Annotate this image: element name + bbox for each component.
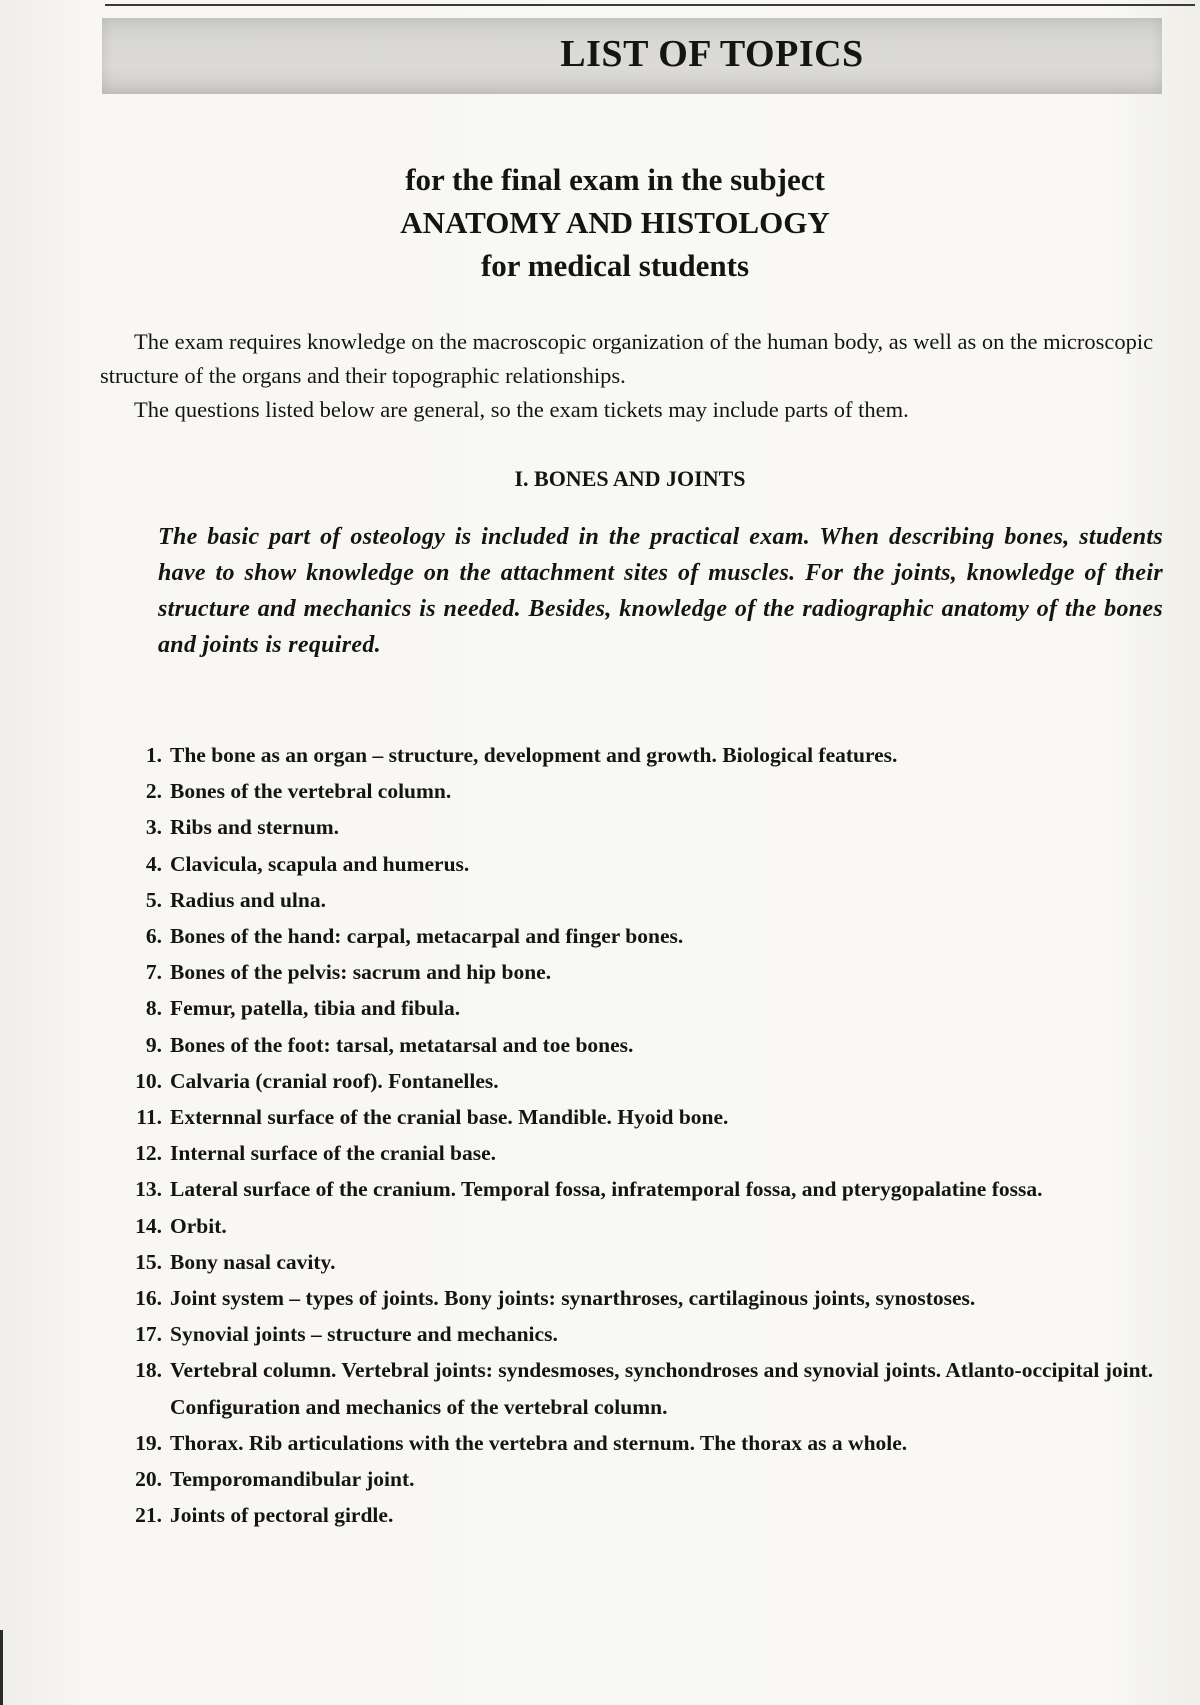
list-item: [110, 1027, 1170, 1063]
topic-text: Bones of the hand: carpal, metacarpal and finger bones.: [170, 924, 684, 949]
topic-text: Externnal surface of the cranial base. Mandible. Hyoid bone.: [170, 1105, 729, 1130]
topic-text: Clavicula, scapula and humerus.: [170, 851, 470, 876]
subject-line-2: ANATOMY AND HISTOLOGY: [400, 205, 830, 240]
topic-text: Bony nasal cavity.: [170, 1249, 336, 1274]
list-item: [110, 1497, 1170, 1533]
intro-text: [100, 325, 1170, 427]
topic-text: Vertebral column. Vertebral joints: syndesmoses, synchondroses and synovial joints. Atlanto-occipital joint. Configuration and mechanics of the vertebral column.: [170, 1358, 1154, 1419]
banner-title: LIST OF TOPICS: [560, 33, 864, 75]
list-item: [110, 809, 1170, 845]
list-item: [110, 1208, 1170, 1244]
topic-text: Ribs and sternum.: [170, 815, 340, 840]
list-item: [110, 1244, 1170, 1280]
topic-number: 14.: [135, 1213, 162, 1238]
topic-number: 2.: [145, 779, 162, 804]
topic-text: Radius and ulna.: [170, 887, 326, 912]
topic-number: 4.: [145, 851, 162, 876]
title-banner: [102, 18, 1162, 94]
topic-text: Bones of the foot: tarsal, metatarsal and toe bones.: [170, 1032, 634, 1057]
list-item: [110, 1352, 1170, 1424]
topic-number: 13.: [135, 1177, 162, 1202]
section-title: I. BONES AND JOINTS: [514, 466, 746, 491]
topic-number: 9.: [145, 1032, 162, 1057]
subject-heading: [0, 158, 1200, 287]
topics-list: [110, 737, 1170, 1533]
topic-number: 1.: [145, 743, 162, 767]
topic-text: Calvaria (cranial roof). Fontanelles.: [170, 1068, 499, 1093]
list-item: [110, 1461, 1170, 1497]
topic-number: 18.: [135, 1358, 162, 1383]
list-item: [110, 1316, 1170, 1352]
topic-text: Bones of the vertebral column.: [170, 779, 452, 804]
section-note: The basic part of osteology is included in the practical exam. When describing bones, students have to show knowledge on the attachment sites of muscles. For the joints, knowledge of their structure and mechanics is needed. Besides, knowledge of the radiographic anatomy of the bones and joints is required.: [158, 524, 1163, 658]
topic-number: 15.: [135, 1249, 162, 1274]
topic-number: 8.: [145, 996, 162, 1021]
topic-number: 5.: [145, 887, 162, 912]
list-item: [110, 1171, 1170, 1207]
intro-paragraph-2: The questions listed below are general, so the exam tickets may include parts of them.: [134, 397, 909, 422]
topic-text: Internal surface of the cranial base.: [170, 1141, 497, 1166]
topic-text: Joint system – types of joints. Bony joints: synarthroses, cartilaginous joints, synostoses.: [170, 1286, 976, 1311]
list-item: [110, 1280, 1170, 1316]
list-item: [110, 1425, 1170, 1461]
topic-text: Orbit.: [170, 1213, 227, 1238]
topic-number: 7.: [145, 960, 162, 985]
list-item: [110, 882, 1170, 918]
list-item: [110, 918, 1170, 954]
top-rule: [105, 4, 1195, 6]
topic-text: Synovial joints – structure and mechanics.: [170, 1322, 558, 1347]
list-item: [110, 1099, 1170, 1135]
subject-line-3: for medical students: [480, 248, 750, 283]
page-edge-shadow: [0, 1630, 3, 1705]
list-item: [110, 737, 1170, 773]
topic-number: 17.: [135, 1322, 162, 1347]
subject-line-1: for the final exam in the subject: [405, 162, 825, 197]
list-item: [110, 773, 1170, 809]
list-item: [110, 954, 1170, 990]
topic-text: The bone as an organ – structure, development and growth. Biological features.: [170, 743, 898, 767]
topic-number: 3.: [145, 815, 162, 840]
topic-number: 19.: [135, 1430, 162, 1455]
topic-text: Temporomandibular joint.: [170, 1467, 415, 1492]
topic-number: 12.: [135, 1141, 162, 1166]
topic-text: Femur, patella, tibia and fibula.: [170, 996, 461, 1021]
topic-number: 11.: [136, 1105, 162, 1130]
topic-number: 16.: [135, 1286, 162, 1311]
intro-paragraph-1: The exam requires knowledge on the macroscopic organization of the human body, as well as on the microscopic structure of the organs and their topographic relationships.: [100, 329, 1154, 388]
list-item: [110, 846, 1170, 882]
list-item: [110, 1063, 1170, 1099]
topic-text: Joints of pectoral girdle.: [170, 1503, 394, 1528]
topic-text: Lateral surface of the cranium. Temporal fossa, infratemporal fossa, and pterygopalatine fossa.: [170, 1177, 1043, 1202]
topic-number: 21.: [135, 1503, 162, 1528]
topic-number: 10.: [135, 1068, 162, 1093]
topic-number: 20.: [135, 1467, 162, 1492]
topic-number: 6.: [145, 924, 162, 949]
list-item: [110, 1135, 1170, 1171]
list-item: [110, 990, 1170, 1026]
topic-text: Thorax. Rib articulations with the vertebra and sternum. The thorax as a whole.: [170, 1430, 908, 1455]
topic-text: Bones of the pelvis: sacrum and hip bone.: [170, 960, 552, 985]
